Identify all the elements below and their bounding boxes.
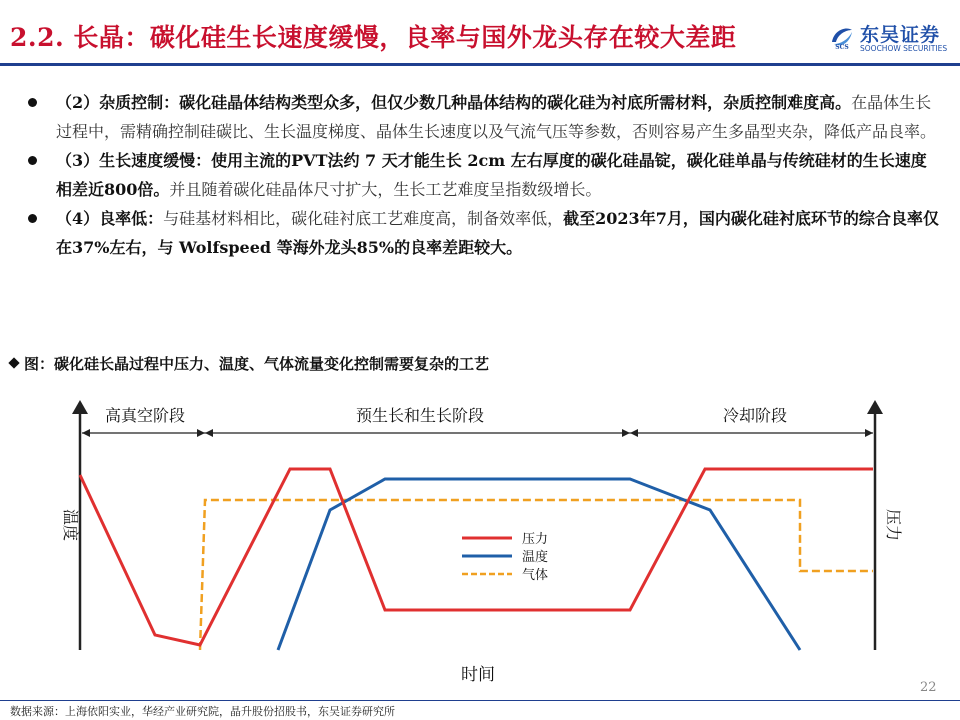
bullet-bold-text: （3）生长速度缓慢：使用主流的PVT法约 7 天才能生长 2cm 左右厚度的碳化硅晶锭，碳化硅单晶与传统硅材的生长速度相差近800倍。 bbox=[56, 151, 927, 199]
page-number: 22 bbox=[920, 680, 937, 695]
bullet-lead-text: （4）良率低： bbox=[56, 209, 164, 228]
y-axis-label-right: 压力 bbox=[884, 508, 903, 542]
bullet-dot-icon bbox=[28, 156, 37, 165]
bullet-body-text: 并且随着碳化硅晶体尺寸扩大，生长工艺难度呈指数级增长。 bbox=[169, 180, 602, 199]
arrowhead-icon bbox=[630, 429, 638, 437]
figure-title bbox=[10, 353, 489, 374]
legend-label-gas: 气体 bbox=[522, 568, 549, 583]
header-divider bbox=[0, 63, 960, 66]
stage-label-vacuum: 高真空阶段 bbox=[104, 406, 186, 425]
bullet-dot-icon bbox=[28, 98, 37, 107]
figure-title-text: 图：碳化硅长晶过程中压力、温度、气体流量变化控制需要复杂的工艺 bbox=[24, 355, 490, 373]
arrowhead-icon bbox=[205, 429, 213, 437]
legend-label-temperature: 温度 bbox=[522, 550, 549, 565]
stage-label-growth: 预生长和生长阶段 bbox=[355, 406, 485, 425]
logo-text-cn: 东吴证券 bbox=[860, 24, 941, 46]
left-axis-arrow-icon bbox=[72, 400, 88, 414]
bullet-bold-text: （2）杂质控制：碳化硅晶体结构类型众多，但仅少数几种晶体结构的碳化硅为衬底所需材料，杂质控制难度高。 bbox=[56, 93, 852, 112]
stage-label-cooling: 冷却阶段 bbox=[722, 406, 788, 425]
diamond-icon bbox=[8, 357, 19, 368]
bullet-body-text: 与硅基材料相比，碳化硅衬底工艺难度高，制备效率低， bbox=[163, 209, 564, 228]
y-axis-label-left: 温度 bbox=[61, 508, 80, 542]
slide-header bbox=[0, 0, 960, 64]
data-source: 数据来源：上海依阳实业，华经产业研究院，晶升股份招股书，东吴证券研究所 bbox=[10, 705, 395, 718]
arrowhead-icon bbox=[865, 429, 873, 437]
bullet-bold-text: 截至2023年7月，国内碳化硅衬底环节的综合良率仅在37%左右，与 Wolfspeed 等海外龙头85%的良率差距较大。 bbox=[56, 209, 939, 257]
footer-divider bbox=[0, 700, 960, 701]
process-chart bbox=[0, 390, 960, 695]
company-logo bbox=[828, 20, 954, 58]
page-title: 2.2. 长晶：碳化硅生长速度缓慢，良率与国外龙头存在较大差距 bbox=[10, 23, 737, 52]
bullet-impurity-control bbox=[28, 88, 940, 146]
chart-legend bbox=[462, 531, 548, 583]
arrowhead-icon bbox=[197, 429, 205, 437]
arrowhead-icon bbox=[82, 429, 90, 437]
legend-label-pressure: 压力 bbox=[522, 532, 549, 547]
logo-text-en: SOOCHOW SECURITIES bbox=[860, 44, 948, 53]
bullet-growth-speed bbox=[28, 146, 940, 204]
x-axis-label: 时间 bbox=[461, 665, 495, 685]
bullet-yield bbox=[28, 204, 940, 262]
bullet-dot-icon bbox=[28, 214, 37, 223]
right-axis-arrow-icon bbox=[867, 400, 883, 414]
bullet-list bbox=[28, 88, 940, 262]
arrowhead-icon bbox=[622, 429, 630, 437]
logo-mark-text: SCS bbox=[835, 44, 849, 50]
bullet-body-text: 在晶体生长过程中，需精确控制硅碳比、生长温度梯度、晶体生长速度以及气流气压等参数，否则容易产生多晶型夹杂，降低产品良率。 bbox=[56, 93, 937, 141]
logo-mark-icon bbox=[828, 22, 856, 50]
